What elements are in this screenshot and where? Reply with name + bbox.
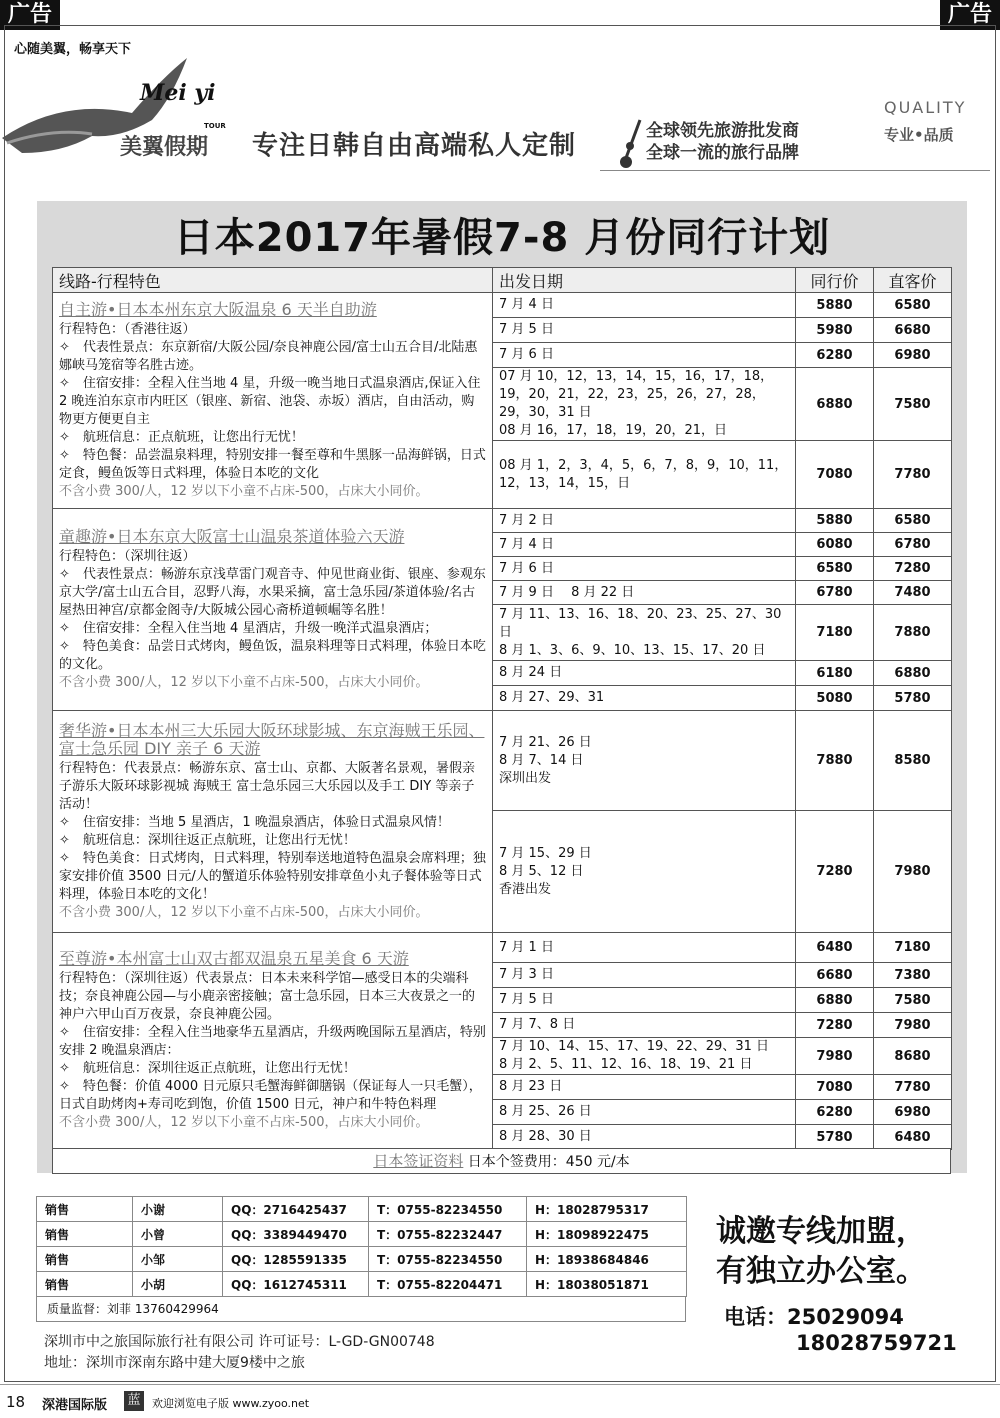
route-detail-line: ✧ 航班信息：深圳往返正点航班，让您出行无忧！ [59,832,356,848]
visa-link[interactable]: 日本签证资料 [373,1152,464,1170]
departure-date: 8 月 25、26 日 [493,1100,796,1125]
sales-role: 销售 [37,1197,133,1222]
direct-price: 8680 [874,1038,952,1075]
visa-fee: 日本个签费用：450 元/本 [467,1154,630,1170]
departure-date: 7 月 6 日 [493,343,796,368]
departure-date: 7 月 3 日 [493,963,796,988]
peer-price: 6280 [796,1100,874,1125]
route-cell [53,933,493,1150]
sales-tel: T：0755-82232447 [369,1222,527,1247]
sales-name: 小谢 [133,1197,223,1222]
logo-script: Mei yi [140,80,216,106]
quality-monitor: 质量监督：刘菲 13760429964 [36,1296,686,1322]
peer-price: 5980 [796,318,874,343]
brand-logo [2,58,252,170]
sales-role: 销售 [37,1272,133,1297]
peer-price: 6280 [796,343,874,368]
route-detail-line: ✧ 航班信息：深圳往返正点航班，让您出行无忧！ [59,1061,356,1076]
quality-sub-label: 专业•品质 [884,126,954,144]
departure-date: 7 月 11、13、16、18、20、23、25、27、30 日 8 月 1、3、6、9、10、13、15、17、20 日 [493,605,796,661]
page-title: 日本2017年暑假7-8 月份同行计划 [173,215,831,261]
route-detail-line: ✧ 住宿安排：全程入住当地 4 星，升级一晚当地日式温泉酒店,保证入住 2 晚连泊东京市内旺区（银座、新宿、池袋、赤坂）酒店，自由活动，购物更方便更自主 [59,375,481,427]
sales-tel: T：0755-82204471 [369,1272,527,1297]
join-invitation [716,1212,926,1292]
sales-role: 销售 [37,1222,133,1247]
join-line-2: 有独立办公室。 [716,1254,926,1289]
departure-date: 7 月 1 日 [493,933,796,963]
edition-label: 深港国际版 [42,1398,108,1413]
table-row [53,509,952,533]
sales-mobile: H：18938684846 [527,1247,687,1272]
column-header: 线路-行程特色 [53,268,493,293]
header-main-slogan: 专注日韩自由高端私人定制 [252,131,577,161]
peer-price: 6880 [796,988,874,1013]
direct-price: 6880 [874,661,952,686]
direct-price: 8580 [874,711,952,811]
page-number: 18 [6,1393,26,1411]
route-detail-line: ✧ 航班信息：正点航班，让您出行无忧！ [59,429,304,445]
departure-date: 8 月 27、29、31 [493,686,796,711]
direct-price: 7780 [874,441,952,509]
contact-phone [724,1304,957,1356]
sales-mobile: H：18038051871 [527,1272,687,1297]
company-address: 地址：深圳市深南东路中建大厦9楼中之旅 [44,1355,305,1371]
departure-date: 8 月 23 日 [493,1075,796,1100]
departure-date: 7 月 7、8 日 [493,1013,796,1038]
sales-name: 小曾 [133,1222,223,1247]
departure-date: 7 月 9 日 8 月 22 日 [493,581,796,605]
phone-label: 电话：25029094 [724,1305,904,1329]
departure-date: 08 月 1，2，3，4，5，6，7，8，9，10，11，12，13，14，15，日 [493,441,796,509]
table-row [53,293,952,318]
route-detail-line: ✧ 特色美食：日式烤肉，日式料理，特别奉送地道特色温泉会席料理；独家安排价值 3500 日元/人的蟹道乐体验特别安排章鱼小丸子餐体验等日式料理，体验日本吃的文化！ [59,850,486,902]
company-name: 深圳市中之旅国际旅行社有限公司 许可证号：L-GD-GN00748 [44,1334,435,1350]
route-detail-line: 行程特色：代表景点：畅游东京、富士山、京都、大阪著名景观，暑假亲子游乐大阪环球影视城 海贼王 富士急乐园三大乐园以及手工 DIY 等亲子活动！ [59,760,476,812]
sales-contacts-table [36,1196,687,1297]
direct-price: 6980 [874,343,952,368]
route-title[interactable]: 至尊游•本州富士山双古都双温泉五星美食 6 天游 [59,949,409,968]
direct-price: 7580 [874,988,952,1013]
music-note-icon [618,118,644,170]
direct-price: 6480 [874,1125,952,1150]
sales-name: 小胡 [133,1272,223,1297]
sales-tel: T：0755-82234550 [369,1197,527,1222]
header-right-line-2: 全球一流的旅行品牌 [646,143,799,163]
route-detail-line: 行程特色：（深圳往返）代表景点：日本未来科学馆—感受日本的尖端科技；奈良神鹿公园—与小鹿亲密接触；富士急乐园，日本三大夜景之一的神户六甲山百万夜景，奈良神鹿公园。 [59,971,476,1022]
departure-date: 7 月 6 日 [493,557,796,581]
website-link[interactable]: 欢迎浏览电子版 www.zyoo.net [152,1397,310,1410]
sales-qq: QQ：2716425437 [223,1197,369,1222]
header-right-line-1: 全球领先旅游批发商 [646,121,799,141]
route-detail-line: ✧ 代表性景点：东京新宿/大阪公园/奈良神鹿公园/富士山五合目/北陆惠娜峡马笼宿等名胜古迹。 [59,339,478,373]
direct-price: 5780 [874,686,952,711]
peer-price: 7180 [796,605,874,661]
route-detail-line: ✧ 住宿安排：当地 5 星酒店，1 晚温泉酒店，体验日式温泉风情！ [59,814,450,830]
direct-price: 7280 [874,557,952,581]
peer-price: 6480 [796,933,874,963]
sales-row [37,1222,687,1247]
column-header: 直客价 [874,268,952,293]
route-title[interactable]: 童趣游•日本东京大阪富士山温泉茶道体验六天游 [59,526,405,546]
tour-plan-table [52,267,952,1150]
departure-date: 7 月 21、26 日 8 月 7、14 日 深圳出发 [493,711,796,811]
peer-price: 7980 [796,1038,874,1075]
sales-mobile: H：18028795317 [527,1197,687,1222]
route-detail-line: 不含小费 300/人，12 岁以下小童不占床-500，占床大小同价。 [59,904,429,920]
departure-date: 7 月 4 日 [493,533,796,557]
peer-price: 7280 [796,811,874,933]
peer-price: 7080 [796,1075,874,1100]
logo-name: 美翼假期 [120,135,209,160]
route-title[interactable]: 自主游•日本本州东京大阪温泉 6 天半自助游 [59,299,377,319]
column-header: 出发日期 [493,268,796,293]
peer-price: 5780 [796,1125,874,1150]
sales-row [37,1272,687,1297]
route-cell [53,711,493,933]
direct-price: 6780 [874,533,952,557]
peer-price: 5880 [796,293,874,318]
direct-price: 6680 [874,318,952,343]
visa-info [52,1148,951,1174]
peer-price: 5080 [796,686,874,711]
route-detail-line: ✧ 住宿安排：全程入住当地 4 星酒店，升级一晚洋式温泉酒店； [59,620,438,636]
direct-price: 7380 [874,963,952,988]
route-detail-line: 不含小费 300/人，12 岁以下小童不占床-500，占床大小同价。 [59,1115,429,1130]
peer-price: 5880 [796,509,874,533]
sales-row [37,1197,687,1222]
direct-price: 6580 [874,509,952,533]
peer-price: 6680 [796,963,874,988]
route-detail-line: 不含小费 300/人，12 岁以下小童不占床-500，占床大小同价。 [59,483,429,499]
phone-mobile: 18028759721 [796,1331,957,1355]
direct-price: 7580 [874,368,952,441]
route-cell [53,293,493,509]
route-detail-line: ✧ 特色餐：品尝温泉料理，特别安排一餐至尊和牛黑豚一品海鲜锅，日式定食，鳗鱼饭等日式料理，体验日本吃的文化 [59,447,486,481]
departure-date: 7 月 4 日 [493,293,796,318]
departure-date: 7 月 5 日 [493,318,796,343]
direct-price: 7980 [874,811,952,933]
direct-price: 7480 [874,581,952,605]
ad-label-right: 广告 [940,0,1000,30]
column-header: 同行价 [796,268,874,293]
peer-price: 7080 [796,441,874,509]
departure-date: 7 月 5 日 [493,988,796,1013]
logo-tour: TOUR [204,122,226,130]
departure-date: 7 月 15、29 日 8 月 5、12 日 香港出发 [493,811,796,933]
route-detail-line: ✧ 特色美食：品尝日式烤肉，鳗鱼饭，温泉料理等日式料理，体验日本吃的文化。 [59,638,486,672]
peer-price: 6580 [796,557,874,581]
table-row [53,711,952,811]
route-detail-line: ✧ 住宿安排：全程入住当地豪华五星酒店，升级两晚国际五星酒店，特别安排 2 晚温泉酒店： [59,1025,486,1058]
ad-label-left: 广告 [0,0,60,30]
direct-price: 6980 [874,1100,952,1125]
page-footer [0,1384,1000,1418]
direct-price: 7180 [874,933,952,963]
peer-price: 6080 [796,533,874,557]
direct-price: 7780 [874,1075,952,1100]
sales-name: 小邹 [133,1247,223,1272]
header-slogan: 心随美翼，畅享天下 [14,42,132,57]
sales-qq: QQ：1285591335 [223,1247,369,1272]
departure-date: 8 月 24 日 [493,661,796,686]
departure-date: 7 月 2 日 [493,509,796,533]
peer-price: 6880 [796,368,874,441]
peer-price: 6780 [796,581,874,605]
sales-role: 销售 [37,1247,133,1272]
header-right-slogans [646,120,799,164]
header-divider [600,170,990,171]
direct-price: 6580 [874,293,952,318]
sales-row [37,1247,687,1272]
sales-qq: QQ：3389449470 [223,1222,369,1247]
route-detail-line: ✧ 代表性景点：畅游东京浅草雷门观音寺、仲见世商业街、银座、参观东京大学/富士山五合目，忍野八海，水果采摘，富士急乐园/茶道体验/名古屋热田神宫/京都金阁寺/大阪城公园心斋桥道顿崛等名胜！ [59,566,486,618]
route-title[interactable]: 奢华游•日本本州三大乐园大阪环球影城、东京海贼王乐园、富士急乐园 DIY 亲子 6 天游 [59,720,485,758]
departure-date: 07 月 10，12，13，14，15，16，17，18，19，20，21，22，23，25，26，27，28，29，30，31 日 08 月 16，17，18，19，20，21，日 [493,368,796,441]
company-info [44,1332,435,1374]
departure-date: 7 月 10、14、15、17、19、22、29、31 日 8 月 2、5、11、12、16、18、19、21 日 [493,1038,796,1075]
table-row [53,933,952,963]
sales-qq: QQ：1612745311 [223,1272,369,1297]
join-line-1: 诚邀专线加盟， [716,1214,926,1249]
peer-price: 7880 [796,711,874,811]
table-header-row [53,268,952,293]
edition-logo-icon: 蓝 [124,1391,144,1411]
direct-price: 7980 [874,1013,952,1038]
peer-price: 6180 [796,661,874,686]
direct-price: 7880 [874,605,952,661]
route-detail-line: 不含小费 300/人，12 岁以下小童不占床-500，占床大小同价。 [59,674,429,690]
quality-label: QUALITY [884,98,967,117]
route-detail-line: 行程特色：（深圳往返） [59,548,196,564]
departure-date: 8 月 28、30 日 [493,1125,796,1150]
route-detail-line: ✧ 特色餐：价值 4000 日元原只毛蟹海鲜御膳锅（保证每人一只毛蟹），日式自助烤肉+寿司吃到饱，价值 1500 日元，神户和牛特色料理 [59,1079,482,1112]
peer-price: 7280 [796,1013,874,1038]
sales-mobile: H：18098922475 [527,1222,687,1247]
route-cell [53,509,493,711]
sales-tel: T：0755-82234550 [369,1247,527,1272]
route-detail-line: 行程特色：（香港往返） [59,321,196,337]
